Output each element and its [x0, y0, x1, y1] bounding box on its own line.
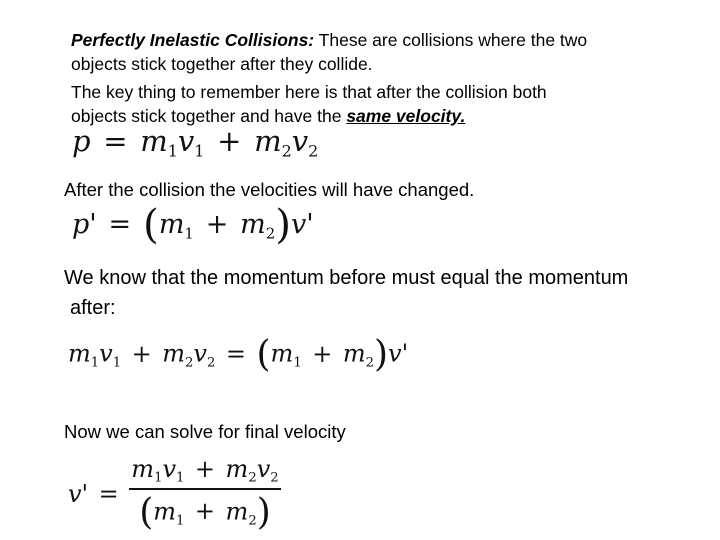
- eq2-sub: 1: [184, 224, 194, 243]
- eq4-lhs: v': [68, 479, 89, 508]
- eq3-sub: 2: [185, 355, 194, 371]
- eq3-plus: +: [131, 339, 152, 368]
- eq4-paren-open: (: [139, 491, 154, 533]
- eq3-m: m: [342, 339, 366, 368]
- eq3-sub: 1: [293, 355, 302, 371]
- eq1-lhs: p: [72, 124, 91, 158]
- eq3-m: m: [162, 339, 186, 368]
- eq2-equals: =: [108, 209, 132, 241]
- paragraph-conservation-line-1: We know that the momentum before must equal the momentum: [64, 267, 629, 289]
- eq2-m: m: [158, 209, 185, 241]
- eq3-sub: 1: [90, 355, 100, 371]
- eq3-m: m: [68, 339, 91, 368]
- eq2-paren-open: (: [143, 200, 159, 248]
- intro-line-1-text: These are collisions where the two: [314, 30, 588, 50]
- eq1-sub: 2: [308, 141, 319, 161]
- eq1-sub: 1: [167, 141, 178, 161]
- eq4-m: m: [153, 497, 177, 526]
- eq2-m: m: [240, 209, 266, 241]
- same-velocity-emphasis: same velocity.: [346, 106, 466, 126]
- eq3-sub: 1: [112, 355, 122, 371]
- eq4-v: v: [256, 455, 271, 483]
- eq4-sub: 1: [176, 512, 185, 528]
- equation-momentum-before: [72, 124, 318, 161]
- eq4-plus: +: [194, 497, 216, 526]
- eq3-plus: +: [312, 339, 333, 368]
- eq4-sub: 1: [154, 470, 163, 486]
- eq2-vprime: v': [291, 209, 314, 241]
- intro-line-1: [71, 29, 587, 52]
- eq2-lhs: p': [72, 209, 97, 241]
- intro-line-2: objects stick together after they collide.: [71, 54, 373, 74]
- eq1-equals: =: [103, 124, 128, 158]
- eq2-plus: +: [205, 209, 229, 241]
- section-heading: Perfectly Inelastic Collisions:: [71, 30, 315, 50]
- eq3-m: m: [270, 339, 294, 368]
- eq1-v: v: [291, 124, 309, 158]
- paragraph-after-collision: After the collision the velocities will have changed.: [64, 179, 475, 200]
- eq1-sub: 1: [194, 141, 205, 161]
- eq4-paren-close: ): [256, 491, 271, 533]
- eq4-m: m: [225, 455, 249, 483]
- eq3-vprime: v': [388, 339, 409, 368]
- eq3-v: v: [193, 339, 207, 368]
- eq3-paren-open: (: [256, 334, 271, 375]
- intro-line-4-text: objects stick together and have the: [71, 106, 347, 126]
- eq4-sub: 2: [248, 470, 257, 486]
- eq4-sub: 2: [248, 512, 257, 528]
- eq3-paren-close: ): [374, 334, 389, 375]
- eq1-sub: 2: [281, 141, 292, 161]
- equation-conservation: [68, 334, 408, 375]
- eq3-equals: =: [225, 339, 246, 368]
- eq1-plus: +: [217, 124, 242, 158]
- eq4-v: v: [162, 455, 177, 483]
- eq3-sub: 2: [206, 355, 216, 371]
- eq4-equals: =: [98, 479, 119, 508]
- equation-momentum-after: [72, 200, 314, 248]
- paragraph-conservation-line-2: after:: [70, 297, 116, 319]
- eq3-v: v: [99, 339, 113, 368]
- eq4-numerator: [129, 455, 280, 490]
- equation-final-velocity: [68, 455, 281, 533]
- eq2-paren-close: ): [275, 200, 292, 248]
- eq4-sub: 2: [270, 470, 279, 486]
- eq4-sub: 1: [176, 470, 185, 486]
- eq4-denominator: [129, 490, 280, 533]
- eq1-m: m: [140, 124, 168, 158]
- eq1-v: v: [177, 124, 195, 158]
- eq4-m: m: [131, 455, 155, 483]
- intro-line-3: The key thing to remember here is that after the collision both: [71, 82, 547, 102]
- eq1-m: m: [254, 124, 282, 158]
- eq4-plus: +: [194, 455, 216, 483]
- eq2-sub: 2: [265, 224, 276, 243]
- eq4-fraction: [129, 455, 280, 533]
- eq3-sub: 2: [365, 355, 374, 371]
- eq4-m: m: [225, 497, 249, 526]
- paragraph-solve: Now we can solve for final velocity: [64, 421, 346, 442]
